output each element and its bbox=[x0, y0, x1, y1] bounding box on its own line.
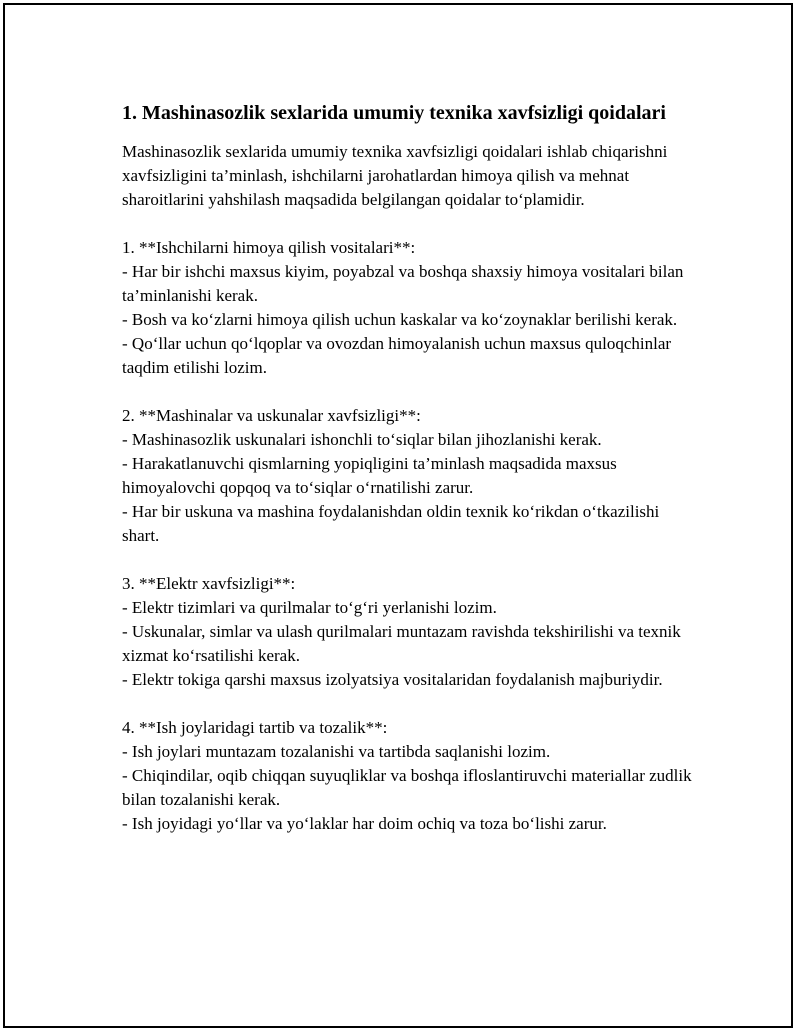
section-heading: 2. **Mashinalar va uskunalar xavfsizligi**: bbox=[122, 406, 421, 425]
document-body bbox=[119, 99, 699, 860]
section-1 bbox=[119, 236, 699, 380]
section-heading: 3. **Elektr xavfsizligi**: bbox=[122, 574, 296, 593]
bullet-item: - Uskunalar, simlar va ulash qurilmalari muntazam ravishda tekshirilishi va texnik xizmat ko‘rsatilishi kerak. bbox=[122, 622, 686, 665]
bullet-item: - Ish joyidagi yo‘llar va yo‘laklar har doim ochiq va toza bo‘lishi zarur. bbox=[122, 814, 607, 833]
bullet-item: - Har bir uskuna va mashina foydalanishdan oldin texnik ko‘rikdan o‘tkazilishi shart. bbox=[122, 502, 664, 545]
section-2 bbox=[119, 404, 699, 548]
bullet-item: - Ish joylari muntazam tozalanishi va tartibda saqlanishi lozim. bbox=[122, 742, 551, 761]
intro-paragraph: Mashinasozlik sexlarida umumiy texnika xavfsizligi qoidalari ishlab chiqarishni xavfsizligini ta’minlash, ishchilarni jarohatlardan himoya qilish va mehnat sharoitlarini yahshilash maqsadida belgilangan qoidalar to‘plamidir. bbox=[122, 142, 668, 209]
section-heading: 4. **Ish joylaridagi tartib va tozalik**: bbox=[122, 718, 388, 737]
section-3 bbox=[119, 572, 699, 692]
bullet-item: - Elektr tokiga qarshi maxsus izolyatsiya vositalaridan foydalanish majburiydir. bbox=[122, 670, 663, 689]
section-4 bbox=[119, 716, 699, 836]
bullet-item: - Har bir ishchi maxsus kiyim, poyabzal va boshqa shaxsiy himoya vositalari bilan ta’minlanishi kerak. bbox=[122, 262, 688, 305]
bullet-item: - Chiqindilar, oqib chiqqan suyuqliklar va boshqa ifloslantiruvchi materiallar zudlik bilan tozalanishi kerak. bbox=[122, 766, 696, 809]
bullet-item: - Qo‘llar uchun qo‘lqoplar va ovozdan himoyalanish uchun maxsus quloqchinlar taqdim etilishi lozim. bbox=[122, 334, 676, 377]
bullet-item: - Elektr tizimlari va qurilmalar to‘g‘ri yerlanishi lozim. bbox=[122, 598, 497, 617]
page-frame bbox=[3, 3, 793, 1028]
section-heading: 1. **Ishchilarni himoya qilish vositalari**: bbox=[122, 238, 416, 257]
bullet-item: - Harakatlanuvchi qismlarning yopiqligini ta’minlash maqsadida maxsus himoyalovchi qopqoq va to‘siqlar o‘rnatilishi zarur. bbox=[122, 454, 622, 497]
document-title: 1. Mashinasozlik sexlarida umumiy texnika xavfsizligi qoidalari bbox=[122, 102, 666, 124]
bullet-item: - Mashinasozlik uskunalari ishonchli to‘siqlar bilan jihozlanishi kerak. bbox=[122, 430, 602, 449]
bullet-item: - Bosh va ko‘zlarni himoya qilish uchun kaskalar va ko‘zoynaklar berilishi kerak. bbox=[122, 310, 678, 329]
